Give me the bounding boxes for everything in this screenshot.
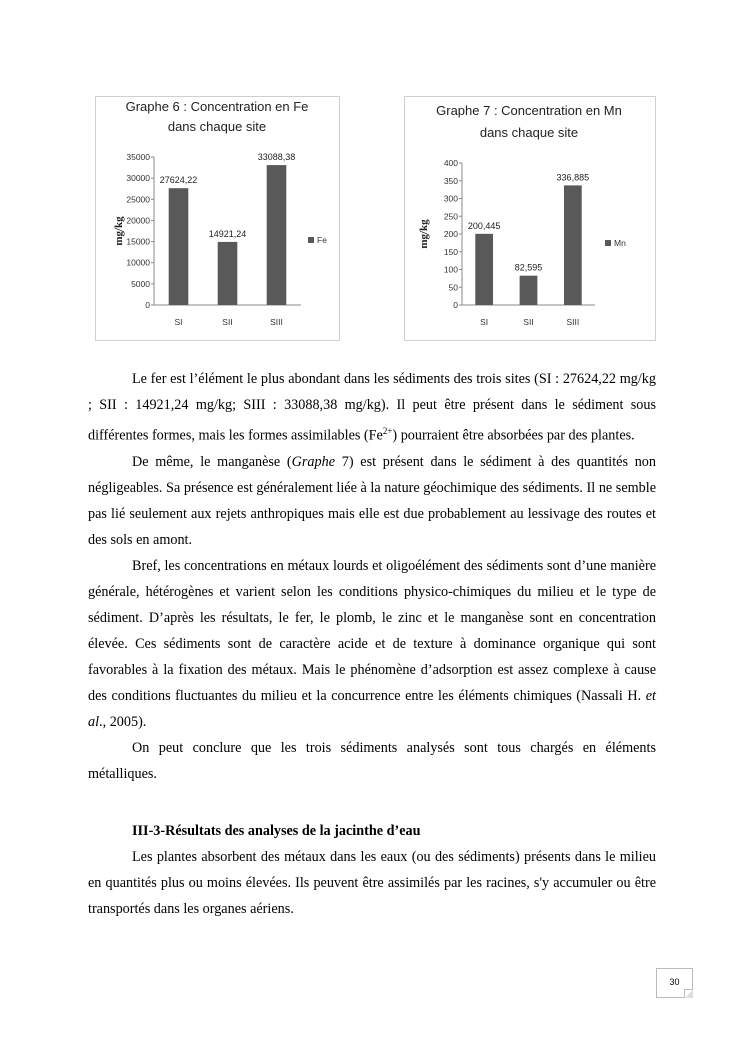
legend-label: Mn xyxy=(614,238,626,248)
y-tick-label: 400 xyxy=(443,158,458,168)
body-paragraphs xyxy=(88,366,656,787)
paragraph-plants: Les plantes absorbent des métaux dans les eaux (ou des sédiments) présents dans le milieu en quantités plus ou moins élevées. Ils peuvent être assimilés par les racines, s'y accumuler ou être transportés dans les organes aériens. xyxy=(88,849,656,917)
y-tick-label: 250 xyxy=(443,211,458,222)
y-tick-label: 50 xyxy=(448,282,458,293)
paragraph-summary-text-b: ., 2005). xyxy=(99,713,147,730)
bar-value-label: 14921,24 xyxy=(208,228,247,239)
y-tick-label: 350 xyxy=(443,175,458,186)
paragraph-fe-text-b: ) pourraient être absorbées par des plantes. xyxy=(392,427,635,444)
paragraph-mn-text-b: 7) est présent dans le sédiment à des quantités non négligeables. Sa présence est généralement liée à la nature géochimique des sédiments. Il ne semble pas lié seulement aux rejets anthropiques mais elle est due probablement au lessivage des routes et des sols en amont. xyxy=(88,453,656,548)
bar-value-label: 82,595 xyxy=(514,262,543,273)
bar-value-label: 33088,38 xyxy=(257,152,296,163)
bar-sii xyxy=(218,242,238,305)
x-tick-label: SI xyxy=(174,317,183,327)
chart-title-line-0: Graphe 6 : Concentration en Fe xyxy=(125,99,309,114)
y-tick-label: 0 xyxy=(145,300,150,310)
chart-fe-concentration xyxy=(95,96,340,341)
x-tick-label: SII xyxy=(222,317,233,327)
paragraph-summary xyxy=(88,553,656,735)
paragraph-fe-text-a: Le fer est l’élément le plus abondant dans les sédiments des trois sites (SI : 27624,22 mg/kg ; SII : 14921,24 mg/kg; SIII : 33088,38 mg/kg). Il peut être présent dans le sédiment sous différentes formes, mais les formes assimilables (Fe xyxy=(88,371,656,444)
y-tick-label: 5000 xyxy=(131,278,150,289)
paragraph-summary-etal: et al xyxy=(88,687,656,730)
x-tick-label: SIII xyxy=(566,317,580,327)
x-tick-label: SIII xyxy=(270,317,283,327)
y-axis-label: mg/kg xyxy=(113,216,125,246)
y-tick-label: 0 xyxy=(453,300,458,310)
chart-title-line-1: dans chaque site xyxy=(167,119,267,134)
paragraph-conclusion: On peut conclure que les trois sédiments analysés sont tous chargés en éléments métalliques. xyxy=(88,739,656,782)
paragraph-fe xyxy=(88,366,656,449)
y-tick-label: 200 xyxy=(443,229,458,239)
bar-si xyxy=(475,234,493,305)
paragraph-mn xyxy=(88,449,656,553)
y-tick-label: 30000 xyxy=(126,173,150,184)
y-axis-label: mg/kg xyxy=(418,219,430,249)
chart-mn-svg xyxy=(405,97,655,340)
legend-swatch xyxy=(605,240,611,246)
chart-fe-svg xyxy=(96,97,339,340)
page-number: 30 xyxy=(656,968,693,998)
x-tick-label: SI xyxy=(480,317,489,327)
bar-siii xyxy=(564,185,582,305)
bar-value-label: 200,445 xyxy=(467,220,501,231)
x-tick-label: SII xyxy=(523,317,534,327)
bar-sii xyxy=(520,276,538,305)
legend-label: Fe xyxy=(317,235,327,245)
paragraph-mn-graph-ref: Graphe xyxy=(291,453,336,470)
bar-si xyxy=(169,188,189,305)
chart-title-line-1: dans chaque site xyxy=(479,125,579,140)
bar-siii xyxy=(267,165,287,305)
chart-mn-concentration xyxy=(404,96,656,341)
y-tick-label: 15000 xyxy=(126,236,150,247)
y-tick-label: 100 xyxy=(443,264,458,275)
paragraph-mn-text-a: De même, le manganèse ( xyxy=(132,453,292,470)
paragraph-fe-superscript: 2+ xyxy=(382,426,393,436)
paragraph-summary-text-a: Bref, les concentrations en métaux lourds et oligoélément des sédiments sont d’une manière générale, hétérogènes et varient selon les conditions physico-chimiques du milieu et le type de sédiment. D’après les résultats, le fer, le plomb, le zinc et le manganèse sont en concentration élevée. Ces sédiments sont de caractère acide et de texture à dominance organique qui sont favorables à la fixation des métaux. Mais le phénomène d’adsorption est assez complexe à cause des conditions fluctuantes du milieu et la concurrence entre les éléments chimiques (Nassali H. xyxy=(88,557,656,704)
section-body xyxy=(88,844,656,922)
bar-value-label: 336,885 xyxy=(556,172,590,183)
y-tick-label: 25000 xyxy=(126,194,150,205)
chart-title-line-0: Graphe 7 : Concentration en Mn xyxy=(436,103,622,118)
legend-swatch xyxy=(308,237,314,243)
y-tick-label: 20000 xyxy=(126,215,150,226)
y-tick-label: 10000 xyxy=(126,257,150,268)
section-heading: III-3-Résultats des analyses de la jacinthe d’eau xyxy=(132,823,421,839)
y-tick-label: 300 xyxy=(443,193,458,204)
y-tick-label: 150 xyxy=(443,246,458,257)
bar-value-label: 27624,22 xyxy=(159,175,198,186)
y-tick-label: 35000 xyxy=(126,152,150,162)
